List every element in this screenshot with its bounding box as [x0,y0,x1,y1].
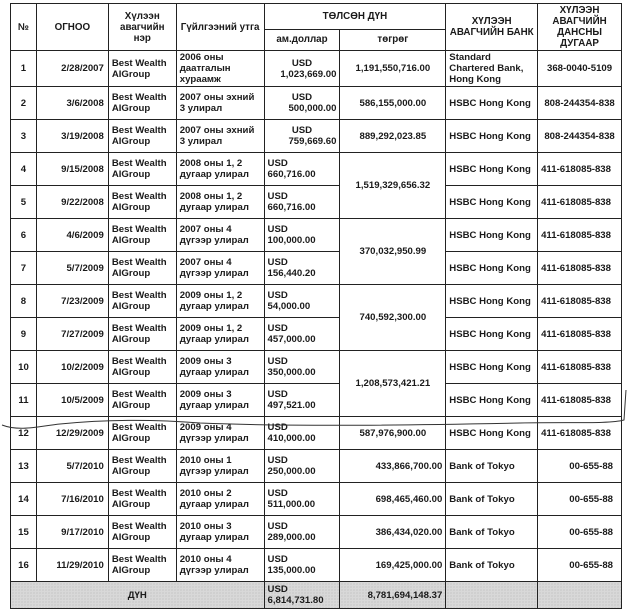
row-number: 5 [11,186,37,219]
usd-value: 410,000.00 [267,433,316,444]
usd-value: 660,716.00 [267,169,316,180]
amount-mnt: 698,465,460.00 [340,483,446,516]
row-date: 9/15/2008 [36,153,108,186]
recipient-name: Best Wealth AIGroup [108,351,176,384]
usd-currency-label: USD [291,125,313,136]
account-number: 808-244354-838 [538,120,622,153]
usd-currency-label: USD [267,224,288,235]
transaction-purpose: 2007 оны эхний 3 улирал [176,120,264,153]
table-row [11,87,622,120]
amount-usd [264,252,340,285]
recipient-bank: HSBC Hong Kong [446,318,538,351]
account-number: 00-655-88 [538,483,622,516]
account-number: 00-655-88 [538,516,622,549]
recipient-name: Best Wealth AIGroup [108,120,176,153]
row-date: 7/23/2009 [36,285,108,318]
table-row [11,219,622,252]
recipient-bank: HSBC Hong Kong [446,384,538,417]
amount-usd [264,186,340,219]
table-row [11,516,622,549]
row-date: 4/6/2009 [36,219,108,252]
amount-mnt: 740,592,300.00 [340,285,446,351]
row-number: 3 [11,120,37,153]
usd-currency-label: USD [267,191,288,202]
table-row [11,483,622,516]
transaction-purpose: 2009 оны 3 дугаар улирал [176,384,264,417]
amount-usd [264,417,340,450]
table-row [11,153,622,186]
account-number: 411-618085-838 [538,351,622,384]
row-date: 5/7/2010 [36,450,108,483]
transaction-purpose: 2010 оны 2 дугаар улирал [176,483,264,516]
transaction-purpose: 2008 оны 1, 2 дугаар улирал [176,186,264,219]
recipient-bank: Bank of Tokyo [446,549,538,582]
row-number: 14 [11,483,37,516]
transaction-purpose: 2010 оны 4 дүгээр улирал [176,549,264,582]
recipient-bank: HSBC Hong Kong [446,87,538,120]
recipient-bank: Bank of Tokyo [446,516,538,549]
amount-usd [264,87,340,120]
usd-value: 250,000.00 [267,466,316,477]
payments-table [10,3,622,609]
amount-mnt: 1,519,329,656.32 [340,153,446,219]
table-row [11,549,622,582]
row-date: 11/29/2010 [36,549,108,582]
row-number: 6 [11,219,37,252]
header-recipient-name: Хүлээн авагчийн нэр [108,4,176,51]
recipient-name: Best Wealth AIGroup [108,549,176,582]
recipient-name: Best Wealth AIGroup [108,87,176,120]
total-usd-label: USD [267,584,288,595]
recipient-name: Best Wealth AIGroup [108,318,176,351]
usd-value: 100,000.00 [267,235,316,246]
recipient-bank: HSBC Hong Kong [446,186,538,219]
table-row [11,318,622,351]
account-number: 411-618085-838 [538,384,622,417]
row-number: 2 [11,87,37,120]
usd-currency-label: USD [267,356,288,367]
row-number: 4 [11,153,37,186]
amount-usd [264,483,340,516]
recipient-bank: Bank of Tokyo [446,483,538,516]
recipient-bank: HSBC Hong Kong [446,219,538,252]
header-no: № [11,4,37,51]
recipient-name: Best Wealth AIGroup [108,186,176,219]
amount-usd [264,51,340,87]
amount-usd [264,516,340,549]
recipient-name: Best Wealth AIGroup [108,252,176,285]
account-number: 411-618085-838 [538,285,622,318]
total-mnt: 8,781,694,148.37 [340,582,446,609]
amount-usd [264,219,340,252]
recipient-bank: HSBC Hong Kong [446,351,538,384]
amount-usd [264,120,340,153]
usd-currency-label: USD [291,92,313,103]
transaction-purpose: 2010 оны 1 дүгээр улирал [176,450,264,483]
transaction-purpose: 2010 оны 3 дугаар улирал [176,516,264,549]
total-usd-value: 6,814,731.80 [267,595,324,606]
transaction-purpose: 2009 оны 1, 2 дугаар улирал [176,285,264,318]
recipient-name: Best Wealth AIGroup [108,483,176,516]
row-date: 9/17/2010 [36,516,108,549]
header-account: ХҮЛЭЭН АВАГЧИЙН ДАНСНЫ ДУГААР [538,4,622,51]
table-row [11,450,622,483]
transaction-purpose: 2009 оны 4 дүгээр улирал [176,417,264,450]
row-date: 3/6/2008 [36,87,108,120]
row-date: 5/7/2009 [36,252,108,285]
amount-usd [264,351,340,384]
amount-mnt: 889,292,023.85 [340,120,446,153]
amount-usd [264,450,340,483]
recipient-bank: HSBC Hong Kong [446,285,538,318]
amount-usd [264,285,340,318]
transaction-purpose: 2009 оны 1, 2 дугаар улирал [176,318,264,351]
row-date: 12/29/2009 [36,417,108,450]
row-number: 1 [11,51,37,87]
account-number: 368-0040-5109 [538,51,622,87]
header-date: ОГНОО [36,4,108,51]
account-number: 00-655-88 [538,549,622,582]
row-date: 9/22/2008 [36,186,108,219]
amount-mnt: 370,032,950.99 [340,219,446,285]
header-bank: ХҮЛЭЭН АВАГЧИЙН БАНК [446,4,538,51]
total-label: ДҮН [11,582,265,609]
transaction-purpose: 2007 оны эхний 3 улирал [176,87,264,120]
transaction-purpose: 2008 оны 1, 2 дугаар улирал [176,153,264,186]
usd-currency-label: USD [267,158,288,169]
usd-value: 511,000.00 [267,499,316,510]
amount-mnt: 169,425,000.00 [340,549,446,582]
row-date: 3/19/2008 [36,120,108,153]
table-row [11,384,622,417]
row-number: 11 [11,384,37,417]
usd-currency-label: USD [267,290,288,301]
row-number: 12 [11,417,37,450]
row-number: 16 [11,549,37,582]
usd-value: 54,000.00 [267,301,311,312]
account-number: 00-655-88 [538,450,622,483]
header-usd: ам.доллар [264,29,340,50]
recipient-bank: HSBC Hong Kong [446,252,538,285]
amount-mnt: 386,434,020.00 [340,516,446,549]
account-number: 411-618085-838 [538,252,622,285]
recipient-name: Best Wealth AIGroup [108,516,176,549]
amount-usd [264,153,340,186]
account-number: 411-618085-838 [538,186,622,219]
usd-value: 497,521.00 [267,400,316,411]
account-number: 411-618085-838 [538,219,622,252]
total-empty-cell [538,582,622,609]
account-number: 411-618085-838 [538,417,622,450]
recipient-name: Best Wealth AIGroup [108,384,176,417]
table-row [11,285,622,318]
row-number: 15 [11,516,37,549]
table-row [11,417,622,450]
row-number: 13 [11,450,37,483]
usd-currency-label: USD [267,521,288,532]
recipient-name: Best Wealth AIGroup [108,417,176,450]
usd-currency-label: USD [267,389,288,400]
recipient-bank: HSBC Hong Kong [446,417,538,450]
usd-currency-label: USD [267,554,288,565]
header-paid-amount: ТӨЛСӨН ДҮН [264,4,446,30]
usd-value: 289,000.00 [267,532,316,543]
recipient-name: Best Wealth AIGroup [108,450,176,483]
row-number: 9 [11,318,37,351]
usd-currency-label: USD [267,257,288,268]
transaction-purpose: 2006 оны даатгалын хураамж [176,51,264,87]
transaction-purpose: 2009 оны 3 дугаар улирал [176,351,264,384]
usd-value: 135,000.00 [267,565,316,576]
total-empty-cell [446,582,538,609]
account-number: 411-618085-838 [538,153,622,186]
usd-currency-label: USD [267,422,288,433]
usd-currency-label: USD [267,488,288,499]
amount-mnt: 587,976,900.00 [340,417,446,450]
amount-mnt: 433,866,700.00 [340,450,446,483]
table-row [11,351,622,384]
transaction-purpose: 2007 оны 4 дүгээр улирал [176,219,264,252]
usd-value: 1,023,669.00 [280,68,337,80]
amount-usd [264,549,340,582]
recipient-bank: Bank of Tokyo [446,450,538,483]
usd-value: 156,440.20 [267,268,316,279]
row-number: 8 [11,285,37,318]
amount-mnt: 1,191,550,716.00 [340,51,446,87]
usd-currency-label: USD [291,57,313,69]
total-row [11,582,622,609]
recipient-name: Best Wealth AIGroup [108,153,176,186]
usd-value: 350,000.00 [267,367,316,378]
recipient-bank: HSBC Hong Kong [446,153,538,186]
usd-value: 759,669.60 [288,136,337,147]
table-row [11,252,622,285]
usd-value: 500,000.00 [288,103,337,114]
amount-usd [264,318,340,351]
usd-currency-label: USD [267,455,288,466]
recipient-name: Best Wealth AIGroup [108,219,176,252]
amount-usd [264,384,340,417]
account-number: 808-244354-838 [538,87,622,120]
amount-mnt: 586,155,000.00 [340,87,446,120]
header-purpose: Гүйлгээний утга [176,4,264,51]
recipient-bank: Standard Chartered Bank, Hong Kong [446,51,538,87]
row-date: 2/28/2007 [36,51,108,87]
account-number: 411-618085-838 [538,318,622,351]
total-usd [264,582,340,609]
row-date: 7/27/2009 [36,318,108,351]
row-date: 10/2/2009 [36,351,108,384]
row-date: 10/5/2009 [36,384,108,417]
table-row [11,51,622,87]
row-number: 10 [11,351,37,384]
transaction-purpose: 2007 оны 4 дүгээр улирал [176,252,264,285]
recipient-name: Best Wealth AIGroup [108,285,176,318]
recipient-name: Best Wealth AIGroup [108,51,176,87]
usd-value: 660,716.00 [267,202,316,213]
amount-mnt: 1,208,573,421.21 [340,351,446,417]
usd-currency-label: USD [267,323,288,334]
recipient-bank: HSBC Hong Kong [446,120,538,153]
header-mnt: төгрөг [340,29,446,50]
usd-value: 457,000.00 [267,334,316,345]
table-row [11,186,622,219]
table-row [11,120,622,153]
row-date: 7/16/2010 [36,483,108,516]
row-number: 7 [11,252,37,285]
